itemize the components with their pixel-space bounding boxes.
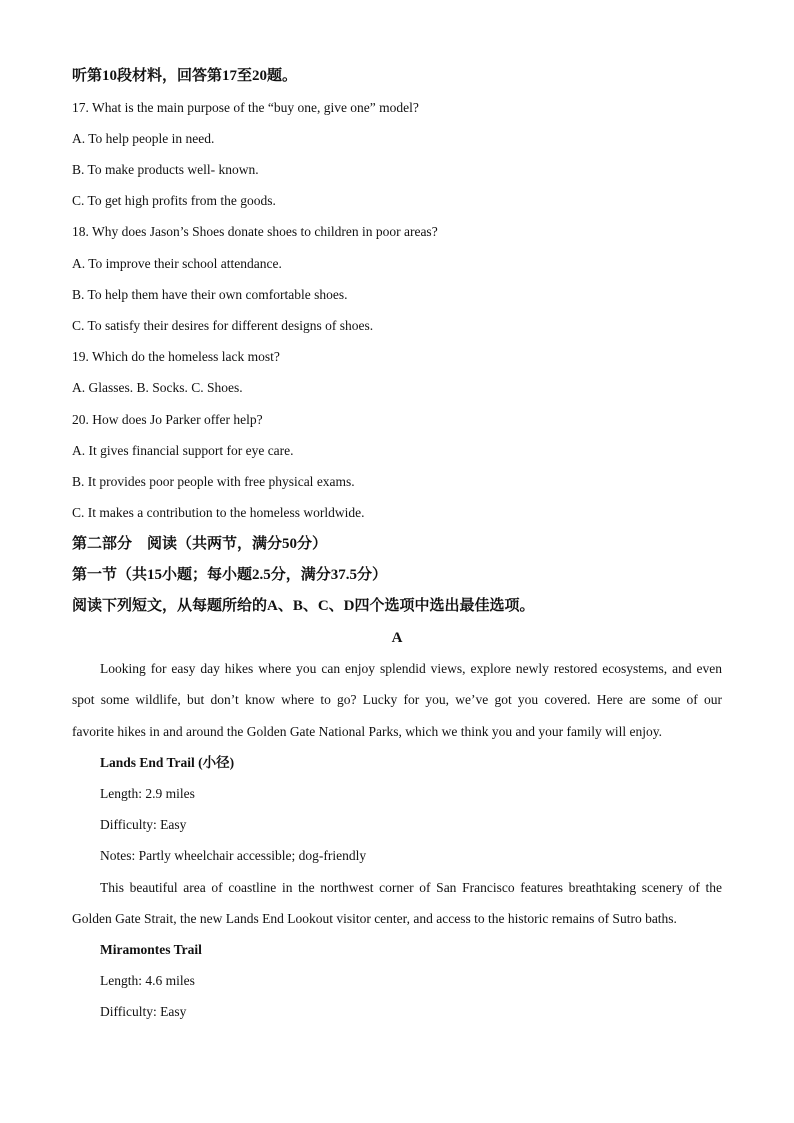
- intro-line-2: spot some wildlife, but don’t know where to go? Lucky for you, we’ve got you covered. Here are some of our: [72, 692, 722, 707]
- intro-line-1: Looking for easy day hikes where you can enjoy splendid views, explore newly restored ecosystems, and even: [100, 661, 722, 676]
- question-20-option-b: B. It provides poor people with free physical exams.: [72, 474, 355, 489]
- trail-2-length: Length: 4.6 miles: [100, 973, 195, 988]
- trail-1-name: Lands End Trail (小径): [100, 755, 235, 770]
- question-18-option-a: A. To improve their school attendance.: [72, 256, 282, 271]
- reading-part-title: 第二部分 阅读（共两节，满分50分）: [72, 536, 328, 552]
- trail-1-desc-line-1: This beautiful area of coastline in the northwest corner of San Francisco features breathtaking scenery of the: [100, 880, 722, 895]
- question-18-option-c: C. To satisfy their desires for different designs of shoes.: [72, 318, 374, 333]
- question-19-stem: 19. Which do the homeless lack most?: [72, 349, 280, 364]
- reading-instruction: 阅读下列短文，从每题所给的A、B、C、D四个选项中选出最佳选项。: [72, 598, 535, 614]
- question-20-option-c: C. It makes a contribution to the homeless worldwide.: [72, 505, 365, 520]
- listening-heading: 听第10段材料，回答第17至20题。: [72, 68, 298, 84]
- question-18-option-b: B. To help them have their own comfortable shoes.: [72, 287, 348, 302]
- trail-2-difficulty: Difficulty: Easy: [100, 1004, 187, 1019]
- trail-2-name: Miramontes Trail: [100, 942, 202, 957]
- question-17-option-a: A. To help people in need.: [72, 131, 215, 146]
- question-17-option-b: B. To make products well- known.: [72, 162, 259, 177]
- question-17-option-c: C. To get high profits from the goods.: [72, 193, 276, 208]
- question-20-stem: 20. How does Jo Parker offer help?: [72, 412, 263, 427]
- trail-1-difficulty: Difficulty: Easy: [100, 817, 187, 832]
- trail-1-notes: Notes: Partly wheelchair accessible; dog-friendly: [100, 848, 367, 863]
- question-19-options: A. Glasses. B. Socks. C. Shoes.: [72, 380, 243, 395]
- question-17-stem: 17. What is the main purpose of the “buy one, give one” model?: [72, 100, 419, 115]
- trail-1-length: Length: 2.9 miles: [100, 786, 195, 801]
- reading-section-title: 第一节（共15小题；每小题2.5分，满分37.5分）: [72, 567, 388, 583]
- question-20-option-a: A. It gives financial support for eye care.: [72, 443, 294, 458]
- trail-1-desc-line-2: Golden Gate Strait, the new Lands End Lookout visitor center, and access to the historic remains of Sutro baths.: [72, 911, 677, 926]
- question-18-stem: 18. Why does Jason’s Shoes donate shoes to children in poor areas?: [72, 224, 438, 239]
- intro-line-3: favorite hikes in and around the Golden Gate National Parks, which we think you and your family will enjoy.: [72, 724, 662, 739]
- passage-label: A: [391, 630, 403, 646]
